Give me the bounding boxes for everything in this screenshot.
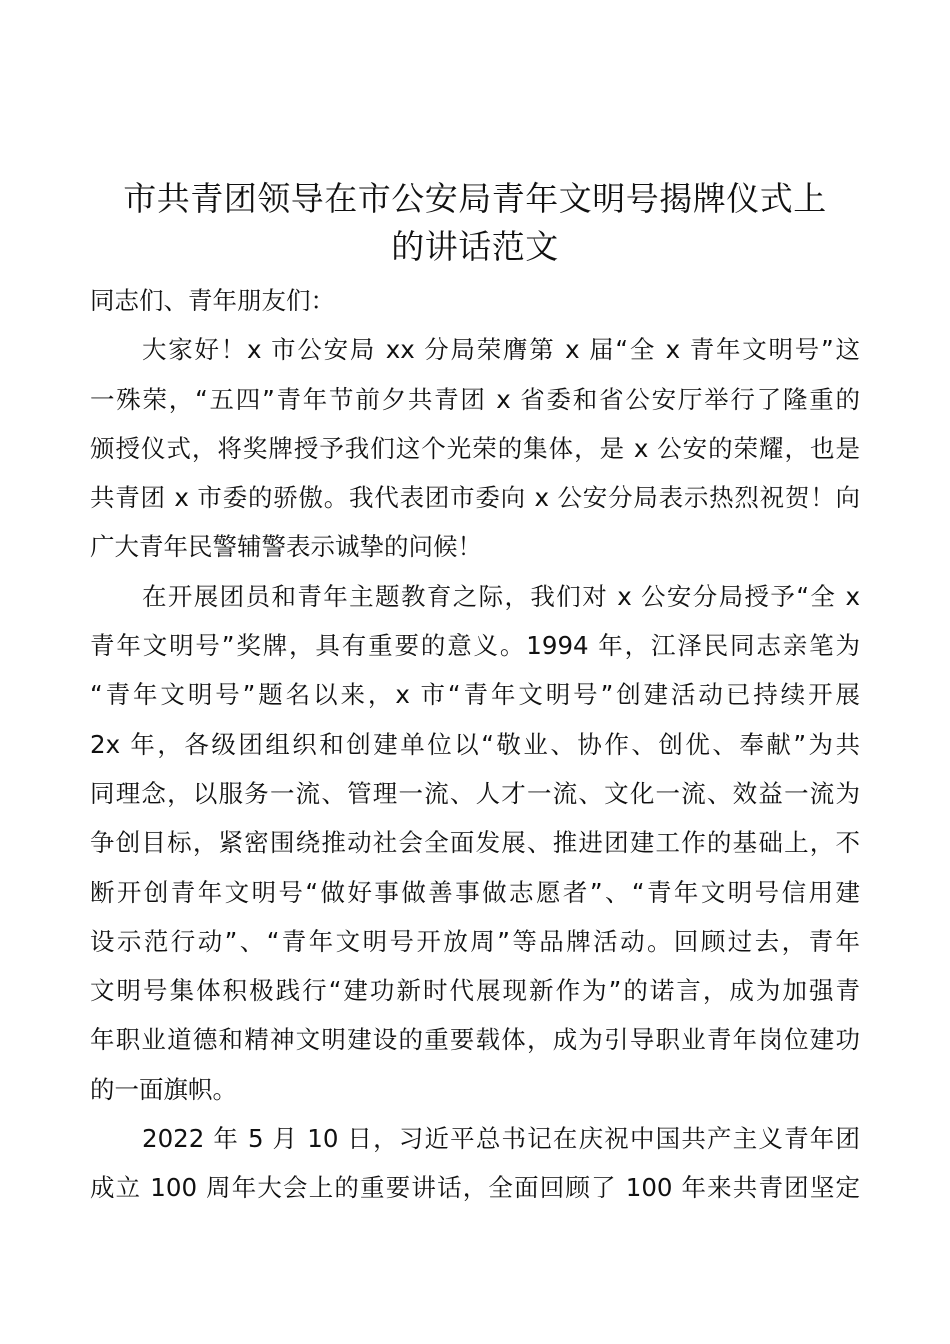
paragraph-line: 青年文明号”奖牌，具有重要的意义。1994 年，江泽民同志亲笔为 <box>90 631 860 661</box>
document-title <box>90 175 860 271</box>
paragraph-line: 同理念，以服务一流、管理一流、人才一流、文化一流、效益一流为 <box>90 778 860 808</box>
paragraph-1 <box>90 325 860 571</box>
paragraph-line: 争创目标，紧密围绕推动社会全面发展、推进团建工作的基础上，不 <box>90 828 860 858</box>
paragraph-line: 设示范行动”、“青年文明号开放周”等品牌活动。回顾过去，青年 <box>90 926 860 956</box>
title-line-1: 市共青团领导在市公安局青年文明号揭牌仪式上 <box>123 179 827 218</box>
paragraph-line: 大家好！x 市公安局 xx 分局荣膺第 x 届“全 x 青年文明号”这 <box>142 335 860 365</box>
paragraph-line: 颁授仪式，将奖牌授予我们这个光荣的集体，是 x 公安的荣耀，也是 <box>90 433 860 463</box>
paragraph-2 <box>90 572 860 1114</box>
paragraph-line: 共青团 x 市委的骄傲。我代表团市委向 x 公安分局表示热烈祝贺！向 <box>90 483 860 513</box>
paragraph-line: “青年文明号”题名以来，x 市“青年文明号”创建活动已持续开展 <box>90 680 860 710</box>
paragraph-line: 在开展团员和青年主题教育之际，我们对 x 公安分局授予“全 x <box>142 581 860 611</box>
paragraph-line: 成立 100 周年大会上的重要讲话，全面回顾了 100 年来共青团坚定 <box>90 1173 860 1203</box>
paragraph-line: 文明号集体积极践行“建功新时代展现新作为”的诺言，成为加强青 <box>90 976 860 1006</box>
title-line-2: 的讲话范文 <box>391 227 559 266</box>
document-body <box>90 276 860 1213</box>
paragraph-3 <box>90 1114 860 1213</box>
paragraph-line: 断开创青年文明号“做好事做善事做志愿者”、“青年文明号信用建 <box>90 877 860 907</box>
paragraph-line: 2x 年，各级团组织和创建单位以“敬业、协作、创优、奉献”为共 <box>90 729 860 759</box>
paragraph-line: 广大青年民警辅警表示诚挚的问候！ <box>90 532 482 562</box>
paragraph-line: 一殊荣，“五四”青年节前夕共青团 x 省委和省公安厅举行了隆重的 <box>90 384 860 414</box>
paragraph-line: 的一面旗帜。 <box>90 1074 237 1104</box>
paragraph-line: 2022 年 5 月 10 日，习近平总书记在庆祝中国共产主义青年团 <box>142 1124 860 1154</box>
salutation: 同志们、青年朋友们： <box>90 286 335 315</box>
paragraph-line: 年职业道德和精神文明建设的重要载体，成为引导职业青年岗位建功 <box>90 1025 860 1055</box>
